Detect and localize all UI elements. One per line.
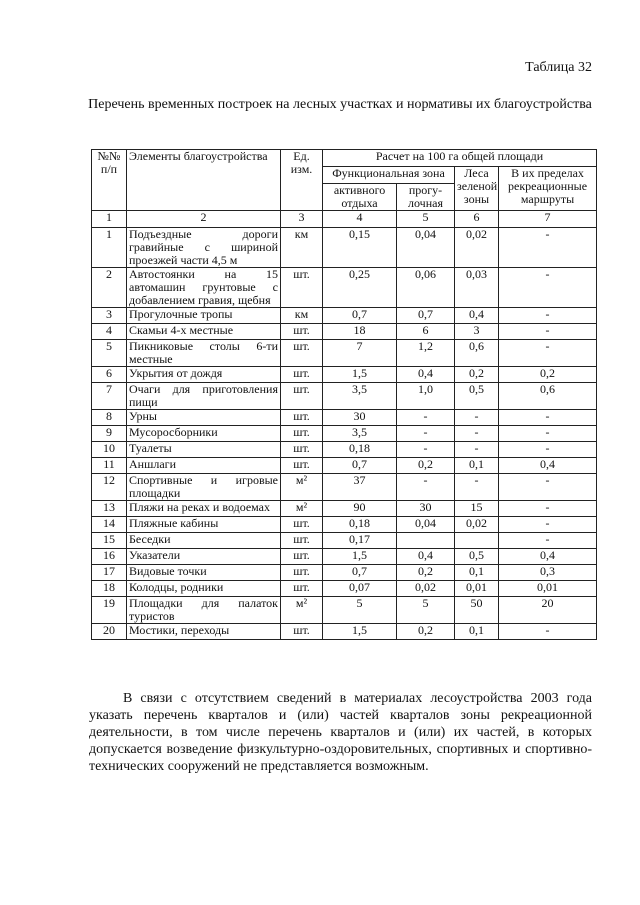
value-active-rest: 3,5 [323, 383, 397, 410]
header-active-rest: активного отдыха [323, 184, 397, 211]
value-green-zone: 0,01 [455, 581, 499, 597]
row-number: 17 [92, 565, 127, 581]
value-green-zone [455, 533, 499, 549]
value-active-rest: 0,7 [323, 458, 397, 474]
table-row [92, 549, 597, 565]
header-unit: Ед. изм. [281, 150, 323, 211]
header-functional-zone: Функциональная зона [323, 167, 455, 184]
value-green-zone: - [455, 410, 499, 426]
value-green-zone: 0,1 [455, 624, 499, 640]
table-row [92, 565, 597, 581]
unit: км [281, 308, 323, 324]
value-walking: 0,06 [397, 268, 455, 308]
header-calc: Расчет на 100 га общей площади [323, 150, 597, 167]
element-name: Колодцы, родники [127, 581, 281, 597]
value-active-rest: 0,7 [323, 308, 397, 324]
element-name: Видовые точки [127, 565, 281, 581]
value-walking: 0,4 [397, 549, 455, 565]
element-name: Пикниковые столы 6-ти местные [127, 340, 281, 367]
row-number: 8 [92, 410, 127, 426]
value-active-rest: 3,5 [323, 426, 397, 442]
header-recreational-routes: В их пределах рекреационные маршруты [499, 167, 597, 211]
row-number: 18 [92, 581, 127, 597]
column-index: 2 [127, 211, 281, 228]
value-green-zone: 0,4 [455, 308, 499, 324]
value-routes: - [499, 624, 597, 640]
value-routes: 20 [499, 597, 597, 624]
row-number: 10 [92, 442, 127, 458]
header-green-zone: Леса зеленой зоны [455, 167, 499, 211]
value-walking: 0,4 [397, 367, 455, 383]
value-active-rest: 0,18 [323, 517, 397, 533]
element-name: Пляжные кабины [127, 517, 281, 533]
value-walking: - [397, 426, 455, 442]
row-number: 5 [92, 340, 127, 367]
value-active-rest: 7 [323, 340, 397, 367]
row-number: 16 [92, 549, 127, 565]
value-active-rest: 0,07 [323, 581, 397, 597]
value-routes: - [499, 324, 597, 340]
table-row [92, 597, 597, 624]
value-routes: 0,01 [499, 581, 597, 597]
unit: м² [281, 597, 323, 624]
table-row [92, 308, 597, 324]
value-active-rest: 30 [323, 410, 397, 426]
value-green-zone: - [455, 474, 499, 501]
unit: шт. [281, 458, 323, 474]
value-routes: - [499, 533, 597, 549]
value-walking: 6 [397, 324, 455, 340]
value-routes: 0,3 [499, 565, 597, 581]
value-routes: 0,6 [499, 383, 597, 410]
value-active-rest: 0,25 [323, 268, 397, 308]
element-name: Прогулочные тропы [127, 308, 281, 324]
unit: шт. [281, 549, 323, 565]
element-name: Спортивные и игровые площадки [127, 474, 281, 501]
unit: шт. [281, 442, 323, 458]
value-routes: - [499, 501, 597, 517]
value-green-zone: 0,1 [455, 565, 499, 581]
unit: шт. [281, 565, 323, 581]
value-green-zone: - [455, 442, 499, 458]
table-row [92, 268, 597, 308]
value-active-rest: 18 [323, 324, 397, 340]
row-number: 19 [92, 597, 127, 624]
value-walking: 0,04 [397, 228, 455, 268]
row-number: 11 [92, 458, 127, 474]
table-row [92, 324, 597, 340]
row-number: 3 [92, 308, 127, 324]
row-number: 14 [92, 517, 127, 533]
table-row [92, 367, 597, 383]
value-active-rest: 1,5 [323, 367, 397, 383]
value-routes: - [499, 410, 597, 426]
element-name: Очаги для приготовления пищи [127, 383, 281, 410]
value-walking: 0,2 [397, 624, 455, 640]
value-active-rest: 0,18 [323, 442, 397, 458]
element-name: Подъездные дороги гравийные с шириной проезжей части 4,5 м [127, 228, 281, 268]
value-green-zone: 0,5 [455, 549, 499, 565]
value-walking: 1,0 [397, 383, 455, 410]
value-green-zone: 0,2 [455, 367, 499, 383]
value-active-rest: 1,5 [323, 549, 397, 565]
value-green-zone: 0,02 [455, 517, 499, 533]
table-row [92, 501, 597, 517]
unit: шт. [281, 624, 323, 640]
table-row [92, 340, 597, 367]
table-row [92, 442, 597, 458]
unit: шт. [281, 268, 323, 308]
element-name: Укрытия от дождя [127, 367, 281, 383]
table-row [92, 581, 597, 597]
value-routes: - [499, 268, 597, 308]
unit: шт. [281, 426, 323, 442]
improvement-norms-table [91, 149, 597, 640]
table-title: Перечень временных построек на лесных участках и нормативы их благоустройства [88, 97, 592, 112]
column-index: 3 [281, 211, 323, 228]
value-walking: - [397, 442, 455, 458]
row-number: 12 [92, 474, 127, 501]
header-num: №№ п/п [92, 150, 127, 211]
value-walking: 0,02 [397, 581, 455, 597]
value-green-zone: 0,5 [455, 383, 499, 410]
element-name: Площадки для палаток туристов [127, 597, 281, 624]
unit: шт. [281, 517, 323, 533]
value-active-rest: 0,7 [323, 565, 397, 581]
unit: шт. [281, 340, 323, 367]
value-routes: - [499, 474, 597, 501]
value-walking: 0,04 [397, 517, 455, 533]
element-name: Скамьи 4-х местные [127, 324, 281, 340]
table-row [92, 410, 597, 426]
table-row [92, 228, 597, 268]
value-routes: - [499, 426, 597, 442]
row-number: 13 [92, 501, 127, 517]
header-elements: Элементы благоустройства [127, 150, 281, 211]
value-green-zone: - [455, 426, 499, 442]
value-walking: 5 [397, 597, 455, 624]
value-routes: - [499, 442, 597, 458]
element-name: Мостики, переходы [127, 624, 281, 640]
value-active-rest: 37 [323, 474, 397, 501]
value-active-rest: 0,15 [323, 228, 397, 268]
unit: км [281, 228, 323, 268]
column-index: 1 [92, 211, 127, 228]
value-green-zone: 0,6 [455, 340, 499, 367]
value-active-rest: 90 [323, 501, 397, 517]
unit: шт. [281, 383, 323, 410]
column-index: 6 [455, 211, 499, 228]
table-row [92, 458, 597, 474]
column-index: 7 [499, 211, 597, 228]
value-routes: - [499, 228, 597, 268]
row-number: 6 [92, 367, 127, 383]
header-walking: прогу- лочная [397, 184, 455, 211]
closing-paragraph: В связи с отсутствием сведений в материалах лесоустройства 2003 года указать перечень кварталов и (или) частей кварталов зоны рекреационной деятельности, в том числе перечень кварталов и (или) их частей, в которых допускается возведение физкультурно-оздоровительных, спортивных и спортивно-технических сооружений не представляется возможным. [89, 691, 592, 774]
value-active-rest: 1,5 [323, 624, 397, 640]
table-number: Таблица 32 [525, 60, 592, 75]
value-routes: 0,4 [499, 458, 597, 474]
value-walking [397, 533, 455, 549]
value-walking: 0,2 [397, 565, 455, 581]
row-number: 7 [92, 383, 127, 410]
table-row [92, 624, 597, 640]
unit: шт. [281, 533, 323, 549]
unit: м² [281, 474, 323, 501]
unit: шт. [281, 324, 323, 340]
element-name: Аншлаги [127, 458, 281, 474]
value-walking: 30 [397, 501, 455, 517]
row-number: 15 [92, 533, 127, 549]
element-name: Пляжи на реках и водоемах [127, 501, 281, 517]
row-number: 1 [92, 228, 127, 268]
value-green-zone: 3 [455, 324, 499, 340]
row-number: 9 [92, 426, 127, 442]
value-green-zone: 0,1 [455, 458, 499, 474]
value-walking: 0,2 [397, 458, 455, 474]
value-green-zone: 15 [455, 501, 499, 517]
table-row [92, 383, 597, 410]
row-number: 2 [92, 268, 127, 308]
column-index: 5 [397, 211, 455, 228]
table-row [92, 533, 597, 549]
unit: м² [281, 501, 323, 517]
value-routes: - [499, 340, 597, 367]
value-routes: - [499, 308, 597, 324]
value-routes: - [499, 517, 597, 533]
value-green-zone: 0,03 [455, 268, 499, 308]
table-row [92, 426, 597, 442]
value-active-rest: 0,17 [323, 533, 397, 549]
value-green-zone: 0,02 [455, 228, 499, 268]
value-active-rest: 5 [323, 597, 397, 624]
unit: шт. [281, 410, 323, 426]
value-routes: 0,2 [499, 367, 597, 383]
value-walking: - [397, 474, 455, 501]
value-routes: 0,4 [499, 549, 597, 565]
table-row [92, 474, 597, 501]
value-walking: - [397, 410, 455, 426]
row-number: 20 [92, 624, 127, 640]
element-name: Туалеты [127, 442, 281, 458]
table-row [92, 517, 597, 533]
unit: шт. [281, 581, 323, 597]
column-index: 4 [323, 211, 397, 228]
value-green-zone: 50 [455, 597, 499, 624]
element-name: Беседки [127, 533, 281, 549]
unit: шт. [281, 367, 323, 383]
row-number: 4 [92, 324, 127, 340]
value-walking: 0,7 [397, 308, 455, 324]
value-walking: 1,2 [397, 340, 455, 367]
element-name: Автостоянки на 15 автомашин грунтовые с добавлением гравия, щебня [127, 268, 281, 308]
element-name: Мусоросборники [127, 426, 281, 442]
element-name: Урны [127, 410, 281, 426]
element-name: Указатели [127, 549, 281, 565]
